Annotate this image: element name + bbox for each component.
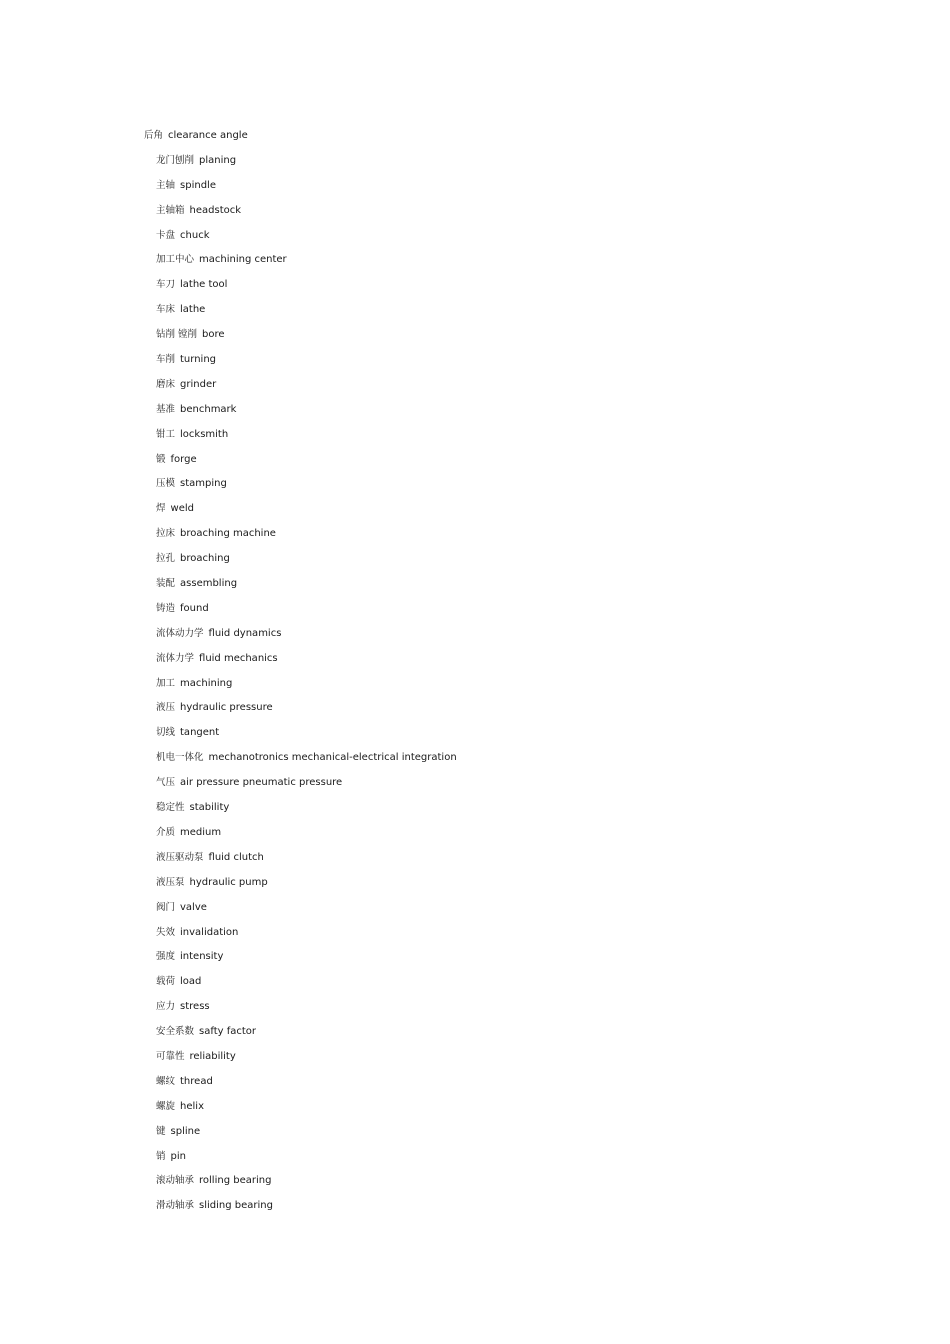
chinese-term: 锻 xyxy=(156,453,166,465)
english-term: reliability xyxy=(189,1050,236,1062)
glossary-entry xyxy=(144,277,457,302)
chinese-term: 装配 xyxy=(156,578,176,590)
glossary-entry xyxy=(144,153,457,178)
chinese-term: 介质 xyxy=(156,826,176,838)
english-term: lathe xyxy=(180,304,206,316)
chinese-term: 阀门 xyxy=(156,901,176,913)
english-term: thread xyxy=(180,1075,213,1087)
chinese-term: 后角 xyxy=(144,130,164,141)
glossary-entry xyxy=(144,427,457,452)
glossary-entry xyxy=(144,377,457,402)
english-term: benchmark xyxy=(180,403,237,415)
glossary-entry xyxy=(144,825,457,850)
english-term: chuck xyxy=(180,229,210,241)
english-term: broaching xyxy=(180,553,230,565)
chinese-term: 加工中心 xyxy=(156,254,195,266)
glossary-entry xyxy=(144,128,457,153)
english-term: clearance angle xyxy=(168,130,248,141)
english-term: invalidation xyxy=(180,926,239,938)
english-term: machining xyxy=(180,677,233,689)
chinese-term: 磨床 xyxy=(156,378,176,390)
english-term: assembling xyxy=(180,578,238,590)
chinese-term: 焊 xyxy=(156,503,166,515)
glossary-entry xyxy=(144,302,457,327)
chinese-term: 流体力学 xyxy=(156,652,195,664)
english-term: spindle xyxy=(180,179,216,191)
glossary-entry xyxy=(144,352,457,377)
glossary-entry xyxy=(144,452,457,477)
english-term: turning xyxy=(180,354,217,366)
glossary-entry xyxy=(144,800,457,825)
chinese-term: 键 xyxy=(156,1125,166,1137)
glossary-entry xyxy=(144,900,457,925)
english-term: fluid clutch xyxy=(208,851,264,863)
english-term: broaching machine xyxy=(180,528,276,540)
chinese-term: 车刀 xyxy=(156,279,176,291)
english-term: grinder xyxy=(180,378,217,390)
chinese-term: 可靠性 xyxy=(156,1050,185,1062)
glossary-entry xyxy=(144,252,457,277)
glossary-entry xyxy=(144,750,457,775)
glossary-entry xyxy=(144,999,457,1024)
chinese-term: 车床 xyxy=(156,304,176,316)
english-term: air pressure pneumatic pressure xyxy=(180,777,343,789)
english-term: stability xyxy=(189,802,230,814)
chinese-term: 流体动力学 xyxy=(156,627,204,639)
glossary-entry xyxy=(144,1198,457,1223)
english-term: planing xyxy=(199,154,237,166)
glossary-entry xyxy=(144,476,457,501)
english-term: tangent xyxy=(180,727,220,739)
glossary-entry xyxy=(144,402,457,427)
glossary-entry xyxy=(144,1074,457,1099)
english-term: medium xyxy=(180,826,222,838)
english-term: bore xyxy=(202,329,225,341)
glossary-entry xyxy=(144,725,457,750)
chinese-term: 龙门刨削 xyxy=(156,154,195,166)
chinese-term: 载荷 xyxy=(156,976,176,988)
english-term: stamping xyxy=(180,478,227,490)
chinese-term: 液压 xyxy=(156,702,176,714)
chinese-term: 铸造 xyxy=(156,602,176,614)
chinese-term: 液压驱动泵 xyxy=(156,851,204,863)
english-term: pin xyxy=(170,1150,186,1162)
english-term: intensity xyxy=(180,951,224,963)
english-term: sliding bearing xyxy=(199,1200,273,1212)
english-term: safty factor xyxy=(199,1026,257,1038)
english-term: found xyxy=(180,602,209,614)
glossary-list xyxy=(144,128,457,1223)
glossary-entry xyxy=(144,1149,457,1174)
chinese-term: 稳定性 xyxy=(156,802,185,814)
glossary-entry xyxy=(144,178,457,203)
chinese-term: 切线 xyxy=(156,727,176,739)
glossary-entry xyxy=(144,228,457,253)
english-term: locksmith xyxy=(180,428,229,440)
glossary-entry xyxy=(144,501,457,526)
glossary-entry xyxy=(144,1124,457,1149)
chinese-term: 气压 xyxy=(156,777,176,789)
chinese-term: 卡盘 xyxy=(156,229,176,241)
english-term: valve xyxy=(180,901,207,913)
glossary-entry xyxy=(144,949,457,974)
glossary-entry xyxy=(144,601,457,626)
glossary-entry xyxy=(144,1024,457,1049)
english-term: machining center xyxy=(199,254,287,266)
english-term: hydraulic pressure xyxy=(180,702,273,714)
chinese-term: 压模 xyxy=(156,478,176,490)
glossary-entry xyxy=(144,1173,457,1198)
chinese-term: 基准 xyxy=(156,403,176,415)
glossary-entry xyxy=(144,576,457,601)
glossary-entry xyxy=(144,875,457,900)
glossary-entry xyxy=(144,850,457,875)
english-term: helix xyxy=(180,1100,204,1112)
glossary-entry xyxy=(144,626,457,651)
glossary-entry xyxy=(144,925,457,950)
chinese-term: 车削 xyxy=(156,354,176,366)
glossary-entry xyxy=(144,526,457,551)
english-term: weld xyxy=(170,503,194,515)
glossary-entry xyxy=(144,1099,457,1124)
english-term: fluid dynamics xyxy=(208,627,282,639)
chinese-term: 失效 xyxy=(156,926,176,938)
glossary-entry xyxy=(144,775,457,800)
glossary-entry xyxy=(144,551,457,576)
chinese-term: 滑动轴承 xyxy=(156,1200,195,1212)
chinese-term: 螺纹 xyxy=(156,1075,176,1087)
chinese-term: 滚动轴承 xyxy=(156,1175,195,1187)
english-term: load xyxy=(180,976,202,988)
english-term: fluid mechanics xyxy=(199,652,278,664)
chinese-term: 加工 xyxy=(156,677,176,689)
glossary-entry xyxy=(144,676,457,701)
glossary-entry xyxy=(144,974,457,999)
chinese-term: 主轴箱 xyxy=(156,204,185,216)
chinese-term: 强度 xyxy=(156,951,176,963)
chinese-term: 拉床 xyxy=(156,528,176,540)
glossary-entry xyxy=(144,651,457,676)
english-term: forge xyxy=(170,453,197,465)
chinese-term: 螺旋 xyxy=(156,1100,176,1112)
glossary-entry xyxy=(144,203,457,228)
chinese-term: 主轴 xyxy=(156,179,176,191)
english-term: rolling bearing xyxy=(199,1175,272,1187)
chinese-term: 液压泵 xyxy=(156,876,185,888)
glossary-entry xyxy=(144,1049,457,1074)
english-term: hydraulic pump xyxy=(189,876,268,888)
glossary-entry xyxy=(144,700,457,725)
chinese-term: 钳工 xyxy=(156,428,176,440)
chinese-term: 拉孔 xyxy=(156,553,176,565)
english-term: mechanotronics mechanical-electrical integration xyxy=(208,752,457,764)
chinese-term: 机电一体化 xyxy=(156,752,204,764)
chinese-term: 应力 xyxy=(156,1001,176,1013)
english-term: lathe tool xyxy=(180,279,228,291)
chinese-term: 钻削 镗削 xyxy=(156,329,198,341)
chinese-term: 安全系数 xyxy=(156,1026,195,1038)
english-term: headstock xyxy=(189,204,242,216)
english-term: spline xyxy=(170,1125,201,1137)
chinese-term: 销 xyxy=(156,1150,166,1162)
english-term: stress xyxy=(180,1001,210,1013)
glossary-entry xyxy=(144,327,457,352)
